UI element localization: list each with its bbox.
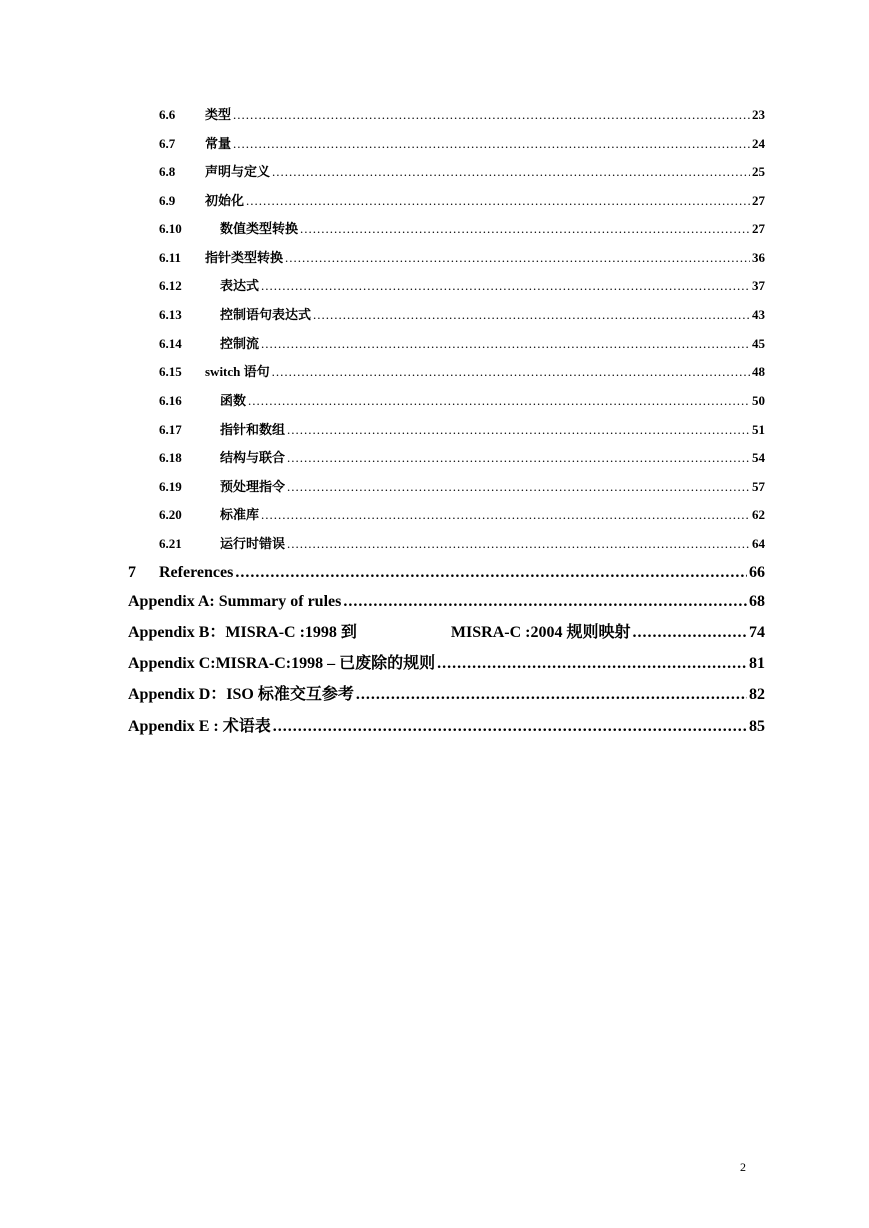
toc-entry-page: 27: [752, 221, 765, 236]
toc-entry-appendix-c[interactable]: [128, 653, 765, 675]
toc-entry-number: 6.17: [159, 422, 182, 437]
toc-entry-6-8[interactable]: [159, 163, 765, 181]
toc-entry-number: 6.8: [159, 164, 176, 179]
dot-leader: [261, 506, 750, 524]
toc-entry-page: 45: [752, 336, 765, 351]
toc-entry-title: Appendix A: Summary of rules: [128, 593, 342, 610]
toc-entry-appendix-e[interactable]: [128, 716, 765, 738]
dot-leader: [313, 306, 750, 324]
dot-leader: [300, 220, 750, 238]
toc-entry-title: 声明与定义: [205, 164, 271, 179]
toc-entry-6-15[interactable]: [159, 363, 765, 381]
toc-entry-6-6[interactable]: [159, 106, 765, 124]
dot-leader: [285, 249, 750, 267]
toc-entry-title: 控制流: [220, 336, 260, 351]
toc-entry-page: 24: [752, 136, 765, 151]
toc-entry-6-19[interactable]: [159, 478, 765, 496]
toc-entry-title-part1: Appendix B：MISRA-C :1998 到: [128, 624, 357, 641]
toc-entry-page: 23: [752, 107, 765, 122]
toc-entry-page: 48: [752, 364, 765, 379]
toc-entry-title: 指针类型转换: [205, 250, 284, 265]
dot-leader: [233, 135, 750, 153]
toc-entry-number: 6.13: [159, 307, 182, 322]
dot-leader: [287, 535, 750, 553]
dot-leader: [272, 163, 750, 181]
toc-entry-page: 50: [752, 393, 765, 408]
toc-entry-number: 6.21: [159, 536, 182, 551]
toc-entry-number: 7: [128, 564, 136, 581]
dot-leader: [632, 622, 747, 644]
toc-entry-number: 6.19: [159, 479, 182, 494]
toc-entry-appendix-d[interactable]: [128, 684, 765, 706]
toc-entry-title: 指针和数组: [220, 422, 286, 437]
dot-leader: [287, 449, 750, 467]
toc-entry-title: switch 语句: [205, 364, 270, 379]
toc-entry-page: 54: [752, 450, 765, 465]
toc-entry-6-9[interactable]: [159, 192, 765, 210]
toc-entry-6-12[interactable]: [159, 277, 765, 295]
toc-entry-6-13[interactable]: [159, 306, 765, 324]
toc-entry-page: 64: [752, 536, 765, 551]
toc-entry-title: 函数: [220, 393, 247, 408]
toc-entry-number: 6.6: [159, 107, 176, 122]
toc-entry-number: 6.9: [159, 193, 176, 208]
toc-entry-number: 6.18: [159, 450, 182, 465]
toc-entry-title: 类型: [205, 107, 232, 122]
toc-entry-6-11[interactable]: [159, 249, 765, 267]
toc-entry-title: Appendix D：ISO 标准交互参考: [128, 686, 354, 703]
dot-leader: [437, 653, 747, 675]
dot-leader: [246, 192, 750, 210]
toc-entry-page: 36: [752, 250, 765, 265]
toc-entry-number: 6.20: [159, 507, 182, 522]
toc-entry-page: 25: [752, 164, 765, 179]
toc-entry-page: 74: [749, 624, 765, 641]
toc-entry-page: 62: [752, 507, 765, 522]
toc-entry-6-18[interactable]: [159, 449, 765, 467]
toc-entry-title: 数值类型转换: [220, 221, 299, 236]
toc-entry-title: Appendix E : 术语表: [128, 718, 271, 735]
toc-entry-number: 6.11: [159, 250, 182, 265]
toc-entry-title-part2: MISRA-C :2004 规则映射: [450, 624, 631, 641]
toc-entry-page: 51: [752, 422, 765, 437]
toc-entry-6-10[interactable]: [159, 220, 765, 238]
toc-entry-page: 85: [749, 718, 765, 735]
toc-entry-number: 6.15: [159, 364, 182, 379]
toc-entry-page: 43: [752, 307, 765, 322]
dot-leader: [233, 106, 750, 124]
toc-entry-chapter-7[interactable]: [128, 562, 765, 584]
dot-leader: [235, 562, 747, 584]
toc-entry-title: 预处理指令: [220, 479, 286, 494]
page-number: 2: [740, 1160, 746, 1174]
dot-leader: [287, 421, 750, 439]
toc-entry-6-17[interactable]: [159, 421, 765, 439]
dot-leader: [287, 478, 750, 496]
toc-entry-6-21[interactable]: [159, 535, 765, 553]
dot-leader: [356, 684, 747, 706]
toc-entry-title: Appendix C:MISRA-C:1998 – 已废除的规则: [128, 655, 436, 672]
dot-leader: [343, 591, 747, 613]
toc-entry-6-20[interactable]: [159, 506, 765, 524]
dot-leader: [261, 335, 750, 353]
toc-entry-title: 初始化: [205, 193, 245, 208]
toc-entry-title: 常量: [205, 136, 232, 151]
dot-leader: [261, 277, 750, 295]
dot-leader: [248, 392, 750, 410]
toc-entry-number: 6.16: [159, 393, 182, 408]
toc-entry-number: 6.7: [159, 136, 176, 151]
toc-entry-page: 82: [749, 686, 765, 703]
toc-entry-page: 37: [752, 278, 765, 293]
toc-entry-number: 6.14: [159, 336, 182, 351]
toc-entry-6-7[interactable]: [159, 135, 765, 153]
toc-entry-page: 68: [749, 593, 765, 610]
toc-entry-appendix-a[interactable]: [128, 591, 765, 613]
toc-entry-page: 27: [752, 193, 765, 208]
toc-entry-title: 运行时错误: [220, 536, 286, 551]
toc-entry-page: 66: [749, 564, 765, 581]
toc-entry-title: 表达式: [220, 278, 260, 293]
dot-leader: [273, 716, 747, 738]
dot-leader: [272, 363, 750, 381]
toc-entry-appendix-b[interactable]: [128, 622, 765, 644]
toc-entry-number: 6.10: [159, 221, 182, 236]
toc-entry-title: 结构与联合: [220, 450, 286, 465]
toc-entry-page: 81: [749, 655, 765, 672]
toc-entry-6-14[interactable]: [159, 335, 765, 353]
toc-entry-page: 57: [752, 479, 765, 494]
toc-entry-6-16[interactable]: [159, 392, 765, 410]
toc-entry-title: 控制语句表达式: [220, 307, 312, 322]
toc-entry-title: 标准库: [220, 507, 260, 522]
toc-entry-title: References: [159, 564, 234, 581]
toc-entry-number: 6.12: [159, 278, 182, 293]
